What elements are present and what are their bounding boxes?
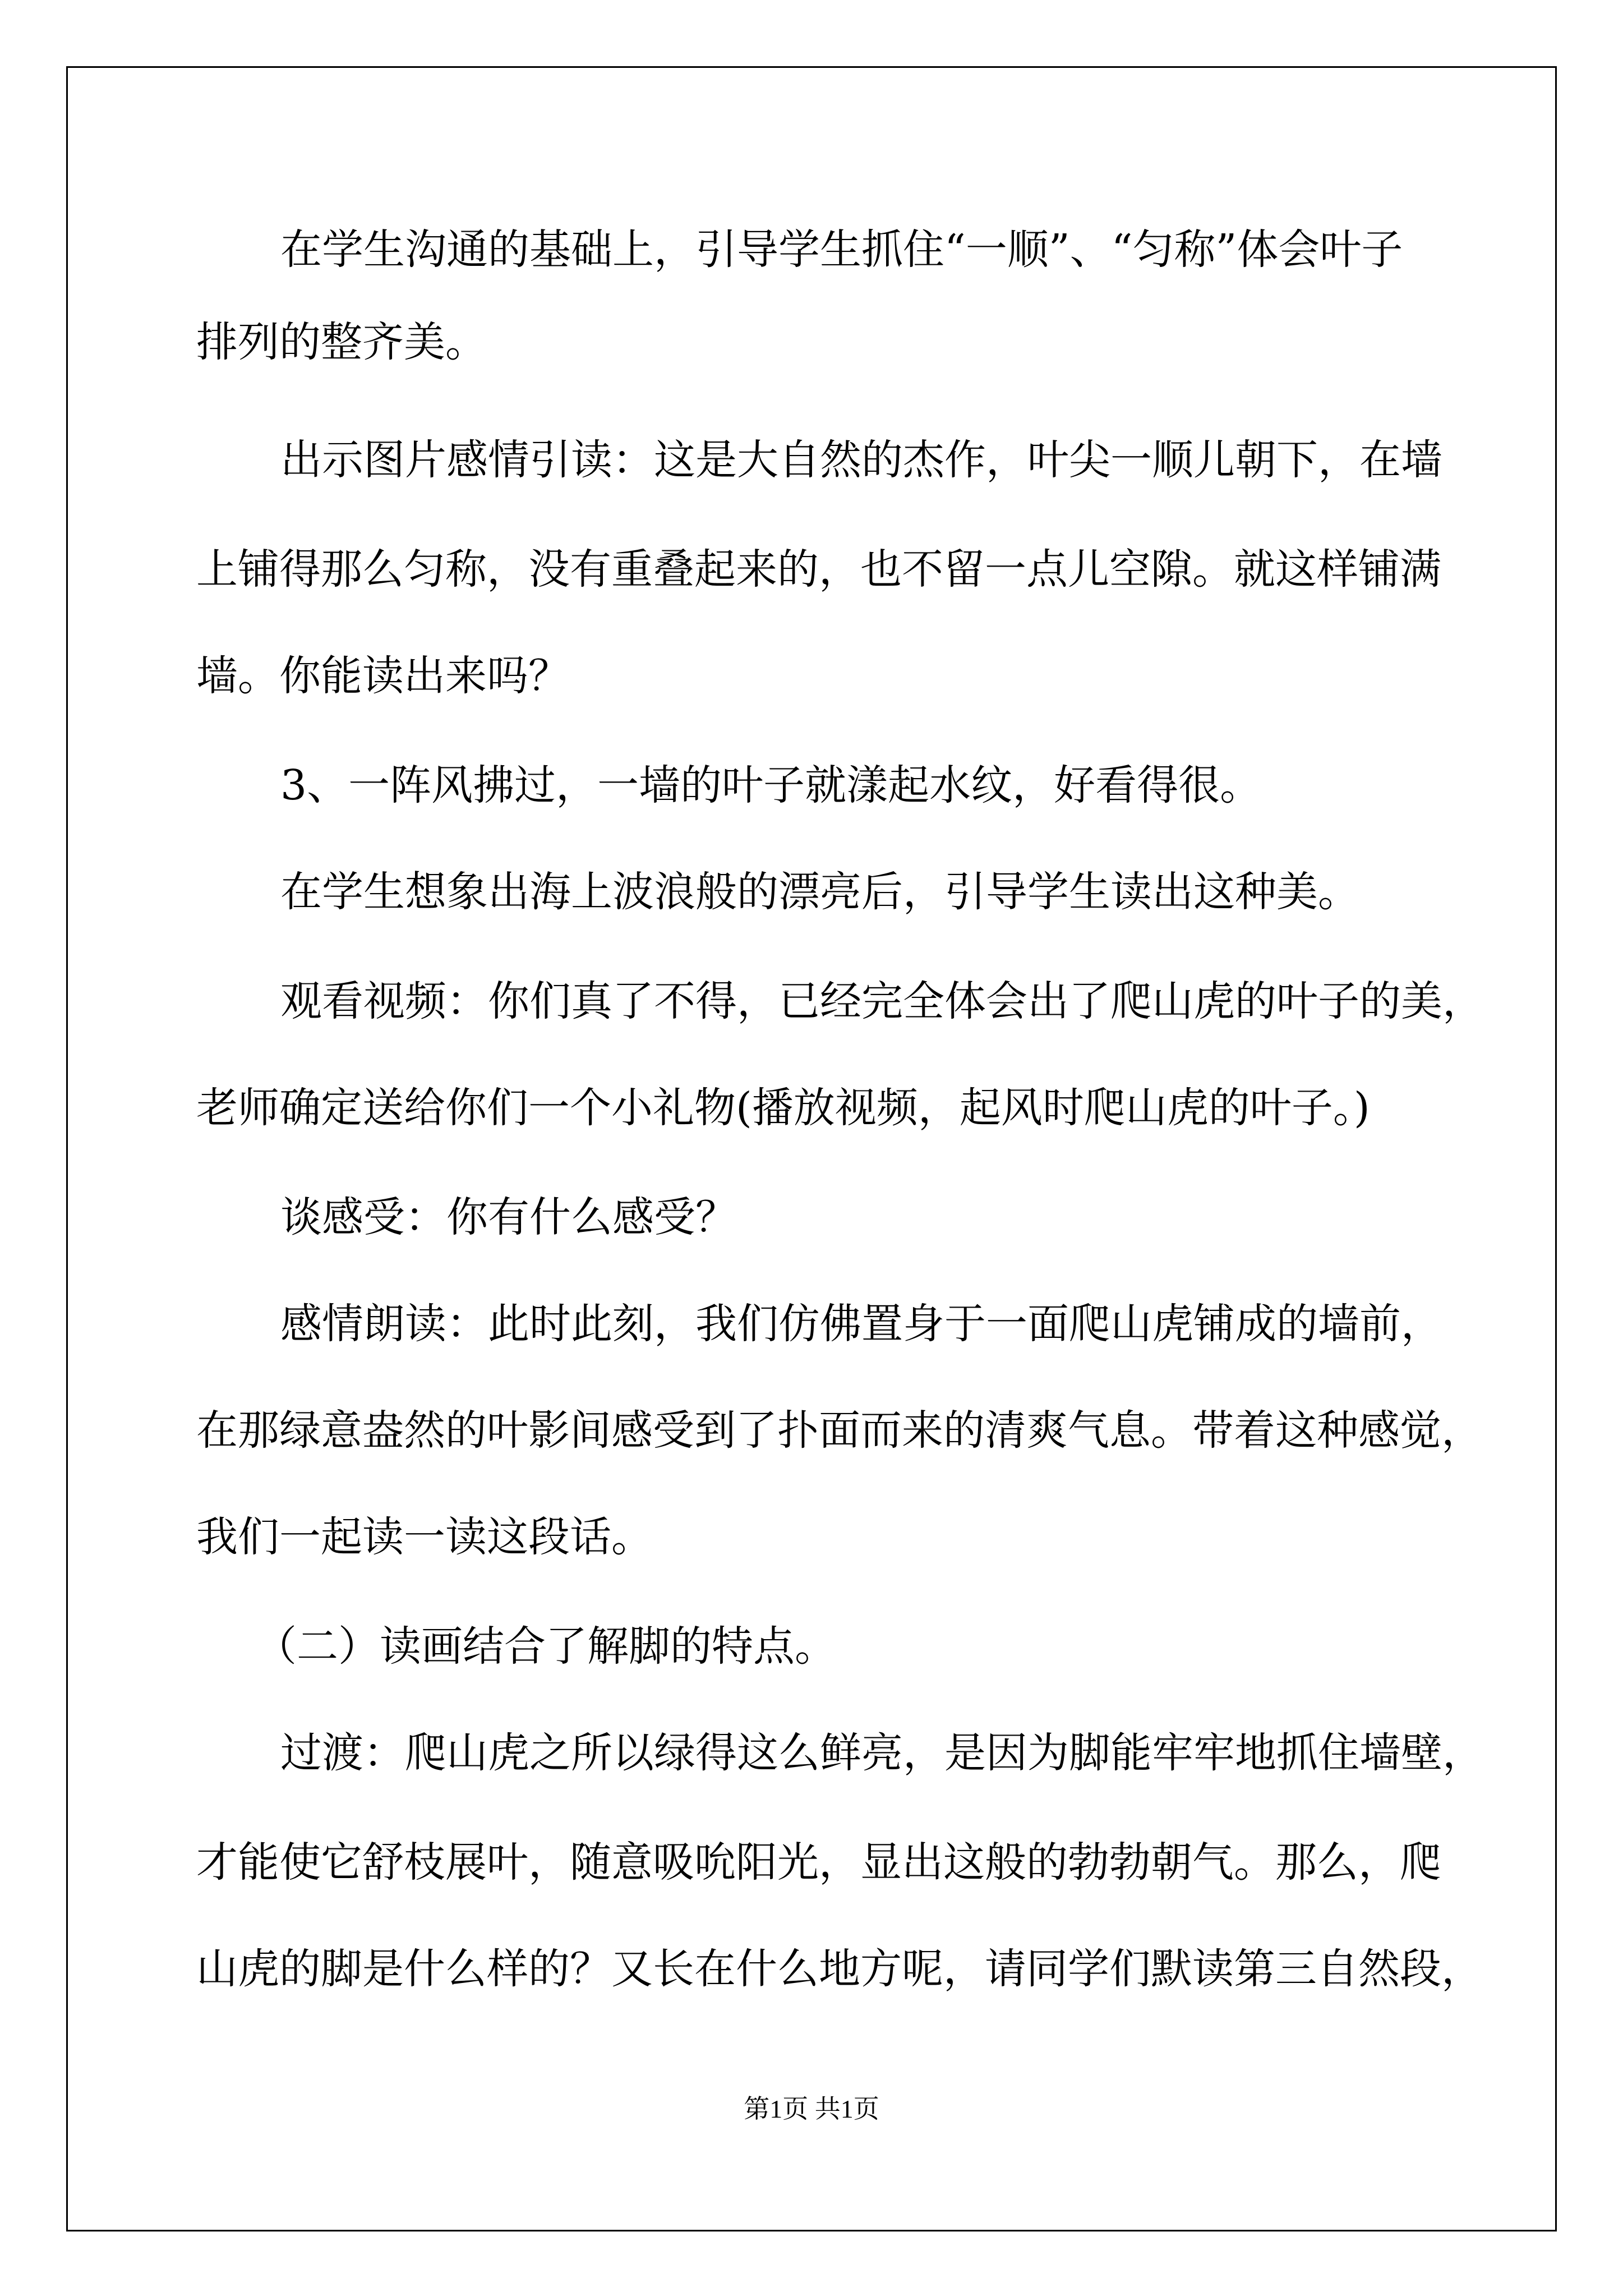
- text-line: 老师确定送给你们一个小礼物(播放视频，起风时爬山虎的叶子。): [196, 1084, 1370, 1132]
- text-line: 山虎的脚是什么样的？又长在什么地方呢，请同学们默读第三自然段，: [196, 1945, 1483, 1993]
- text-line: 在那绿意盎然的叶影间感受到了扑面而来的清爽气息。带着这种感觉，: [196, 1406, 1483, 1455]
- text-line: 我们一起读一读这段话。: [196, 1513, 653, 1561]
- text-line: 过渡：爬山虎之所以绿得这么鲜亮，是因为脚能牢牢地抓住墙壁，: [280, 1729, 1484, 1777]
- page-border: [66, 66, 1557, 2231]
- text-line: 感情朗读：此时此刻，我们仿佛置身于一面爬山虎铺成的墙前，: [280, 1300, 1442, 1348]
- text-line: 观看视频：你们真了不得，已经完全体会出了爬山虎的叶子的美，: [280, 977, 1484, 1025]
- text-line: 墙。你能读出来吗？: [196, 652, 570, 700]
- text-line: 上铺得那么匀称，没有重叠起来的，也不留一点儿空隙。就这样铺满: [196, 545, 1441, 593]
- text-line: 才能使它舒枝展叶，随意吸吮阳光，显出这般的勃勃朝气。那么，爬: [196, 1838, 1441, 1887]
- page-footer: 第1页 共1页: [744, 2095, 879, 2123]
- text-line: 排列的整齐美。: [196, 318, 487, 366]
- text-line: 在学生沟通的基础上，引导学生抓住“一顺”、“匀称”体会叶子: [280, 226, 1403, 274]
- section-heading: （二）读画结合了解脚的特点。: [255, 1622, 836, 1671]
- text-line: 在学生想象出海上波浪般的漂亮后，引导学生读出这种美。: [280, 868, 1359, 916]
- text-line: 谈感受：你有什么感受？: [280, 1193, 737, 1241]
- text-line: 出示图片感情引读：这是大自然的杰作，叶尖一顺儿朝下，在墙: [280, 436, 1442, 484]
- text-line: 3、一阵风拂过，一墙的叶子就漾起水纹，好看得很。: [280, 761, 1262, 809]
